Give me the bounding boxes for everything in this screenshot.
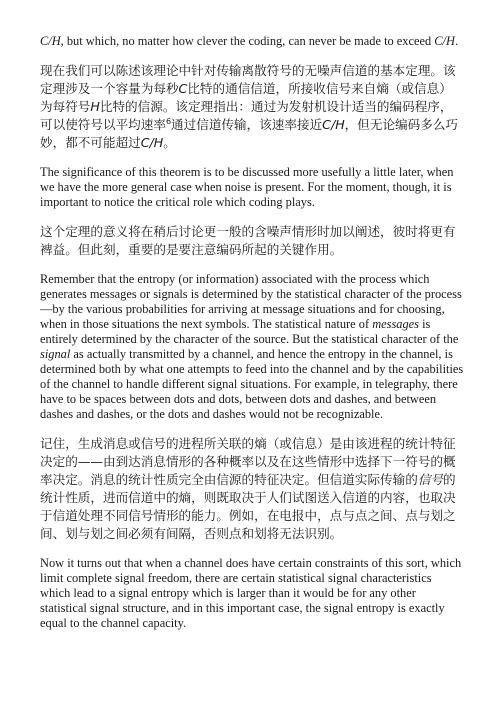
emphasis-signal: 信号 bbox=[417, 472, 443, 487]
document-page bbox=[40, 34, 464, 631]
paragraph-1-english bbox=[40, 34, 464, 49]
formula-c-over-h: C/H bbox=[322, 117, 345, 132]
footnote-marker: 6 bbox=[165, 116, 172, 126]
paragraph-3-english bbox=[40, 272, 464, 422]
text-run: . bbox=[454, 34, 459, 48]
text-run: 通过信道传输，该速率接近 bbox=[171, 117, 323, 132]
emphasis-messages: messages bbox=[372, 317, 420, 331]
formula-c-over-h: C/H bbox=[434, 34, 455, 48]
text-run: 现在我们可以陈述该理论中针对传输离散符号的无噪声信道的基本定理。该定理涉及一个容量为每秒 bbox=[40, 63, 456, 96]
text-run: , but which, no matter how clever the coding, can never be made to exceed bbox=[60, 34, 435, 48]
text-run: 比特的信源。该定理指出：通过为发射机设计适当的编码程序，可以使符号以平均速率 bbox=[40, 99, 453, 132]
text-run: 比特的通信信道，所接收信号来自熵（或信息）为每符号 bbox=[40, 81, 452, 114]
text-run: 。 bbox=[163, 135, 176, 150]
paragraph-3-chinese bbox=[40, 435, 464, 543]
paragraph-1-chinese bbox=[40, 62, 464, 152]
symbol-c: C bbox=[178, 81, 188, 96]
formula-c-over-h: C/H bbox=[140, 135, 164, 150]
emphasis-signal: signal bbox=[40, 347, 71, 361]
paragraph-2-chinese: 这个定理的意义将在稍后讨论更一般的含噪声情形时加以阐述，彼时将更有裨益。但此刻，重要的是要注意编码所起的关键作用。 bbox=[40, 224, 456, 257]
symbol-h: H bbox=[90, 99, 100, 114]
paragraph-4-english: Now it turns out that when a channel does have certain constraints of this sort, which limit complete signal freedom, there are certain statistical signal characteristics which lead to a signal entropy which is larger than it would be for any other statistical signal structure, and in this important case, the signal entropy is exactly equal to the channel capacity. bbox=[40, 556, 462, 630]
text-run: ，但无论编码多么巧妙，都不可能超过 bbox=[40, 117, 459, 150]
paragraph-2-english: The significance of this theorem is to be discussed more usefully a little later, when we have the more general case when noise is present. For the moment, though, it is important to notice the critical role which coding plays. bbox=[40, 165, 454, 209]
formula-c-over-h: C/H bbox=[40, 34, 61, 48]
text-run: is entirely determined by the character of the source. But the statistical character of the bbox=[40, 317, 459, 346]
text-run: 的统计性质，进而信道中的熵，则既取决于人们试图送入信道的内容，也取决于信道处理不同信号情形的能力。例如，在电报中，点与点之间、点与划之间、划与划之间必须有间隔，否则点和划将无法识别。 bbox=[40, 472, 456, 541]
text-run: Remember that the entropy (or information) associated with the process which generates messages or signals is determined by the statistical character of the process—by the various probabilities for arriving at message situations and for choosing, when in those situations the next symbols. The statistical nature of bbox=[40, 272, 462, 331]
text-run: as actually transmitted by a channel, and hence the entropy in the channel, is determined both by what one attempts to feed into the channel and by the capabilities of the channel to handle different signal situations. For example, in telegraphy, there have to be spaces between dots and dots, between dots and dashes, and between dashes and dashes, or the dots and dashes would not be recognizable. bbox=[40, 347, 464, 421]
text-run: 记住，生成消息或信号的进程所关联的熵（或信息）是由该进程的统计特征决定的——由到达消息情形的各种概率以及在这些情形中选择下一符号的概率决定。消息的统计性质完全由信源的特征决定。但信道实际传输的 bbox=[40, 436, 456, 487]
